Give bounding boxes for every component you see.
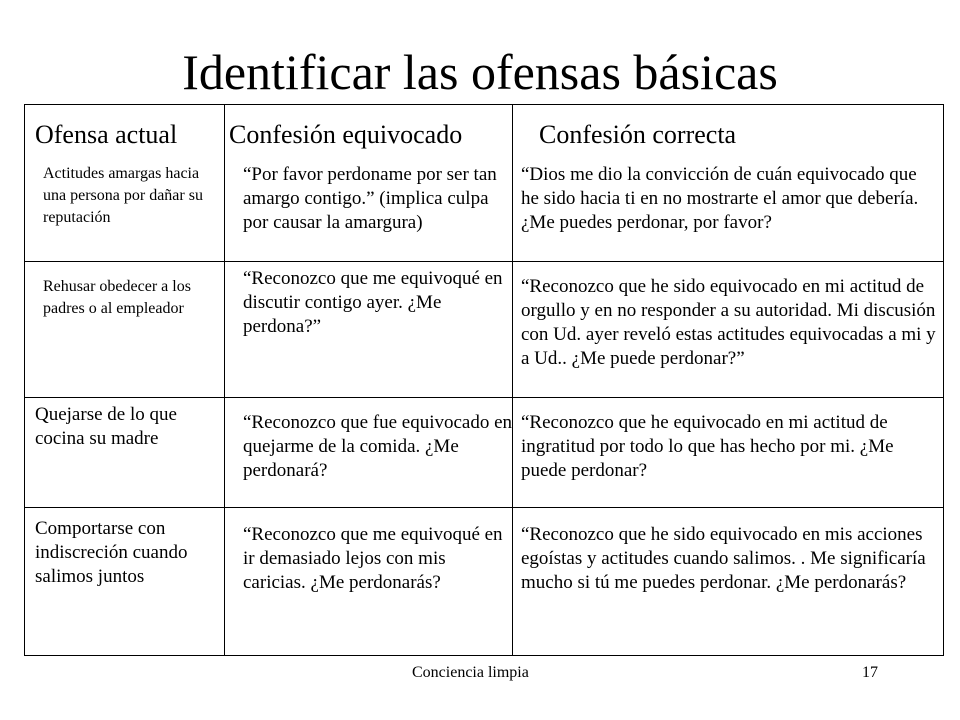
header-right-confession: Confesión correcta [539,120,737,149]
page-number: 17 [862,664,878,681]
row-divider [25,261,943,262]
footer-title: Conciencia limpia [412,664,529,681]
header-wrong-confession: Confesión equivocado [229,120,463,149]
row-divider [25,507,943,508]
row-3-right-confession: “Reconozco que he equivocado en mi actitud de ingratitud por todo lo que has hecho por mi. ¿Me puede perdonar? [521,412,894,481]
row-1-right-confession: “Dios me dio la convicción de cuán equivocado que he sido hacia ti en no mostrarte el amor que debería. ¿Me puedes perdonar, por favor? [521,164,919,233]
row-2-wrong-confession: “Reconozco que me equivoqué en discutir contigo ayer. ¿Me perdona?” [243,268,503,337]
offense-table [24,104,944,656]
row-4-right-confession: “Reconozco que he sido equivocado en mis acciones egoístas y actitudes cuando salimos. . Me significaría mucho si tú me puedes perdonar. ¿Me perdonarás? [521,524,926,593]
row-divider [25,397,943,398]
row-3-wrong-confession: “Reconozco que fue equivocado en quejarme de la comida. ¿Me perdonará? [243,412,513,481]
row-4-offense: Comportarse con indiscreción cuando salimos juntos [35,518,188,587]
column-divider [224,105,225,655]
page-title: Identificar las ofensas básicas [182,44,778,100]
row-3-offense: Quejarse de lo que cocina su madre [35,404,177,449]
row-4-wrong-confession: “Reconozco que me equivoqué en ir demasiado lejos con mis caricias. ¿Me perdonarás? [243,524,503,593]
header-offense: Ofensa actual [35,120,178,149]
row-1-wrong-confession: “Por favor perdoname por ser tan amargo contigo.” (implica culpa por causar la amargura) [243,164,497,233]
row-1-offense: Actitudes amargas hacia una persona por dañar su reputación [43,165,203,226]
row-2-right-confession: “Reconozco que he sido equivocado en mi actitud de orgullo y en no responder a su autoridad. Mi discusión con Ud. ayer reveló estas actitudes equivocadas a mi y a Ud.. ¿Me puede perdonar?” [521,276,936,369]
row-2-offense: Rehusar obedecer a los padres o al empleador [43,278,191,317]
